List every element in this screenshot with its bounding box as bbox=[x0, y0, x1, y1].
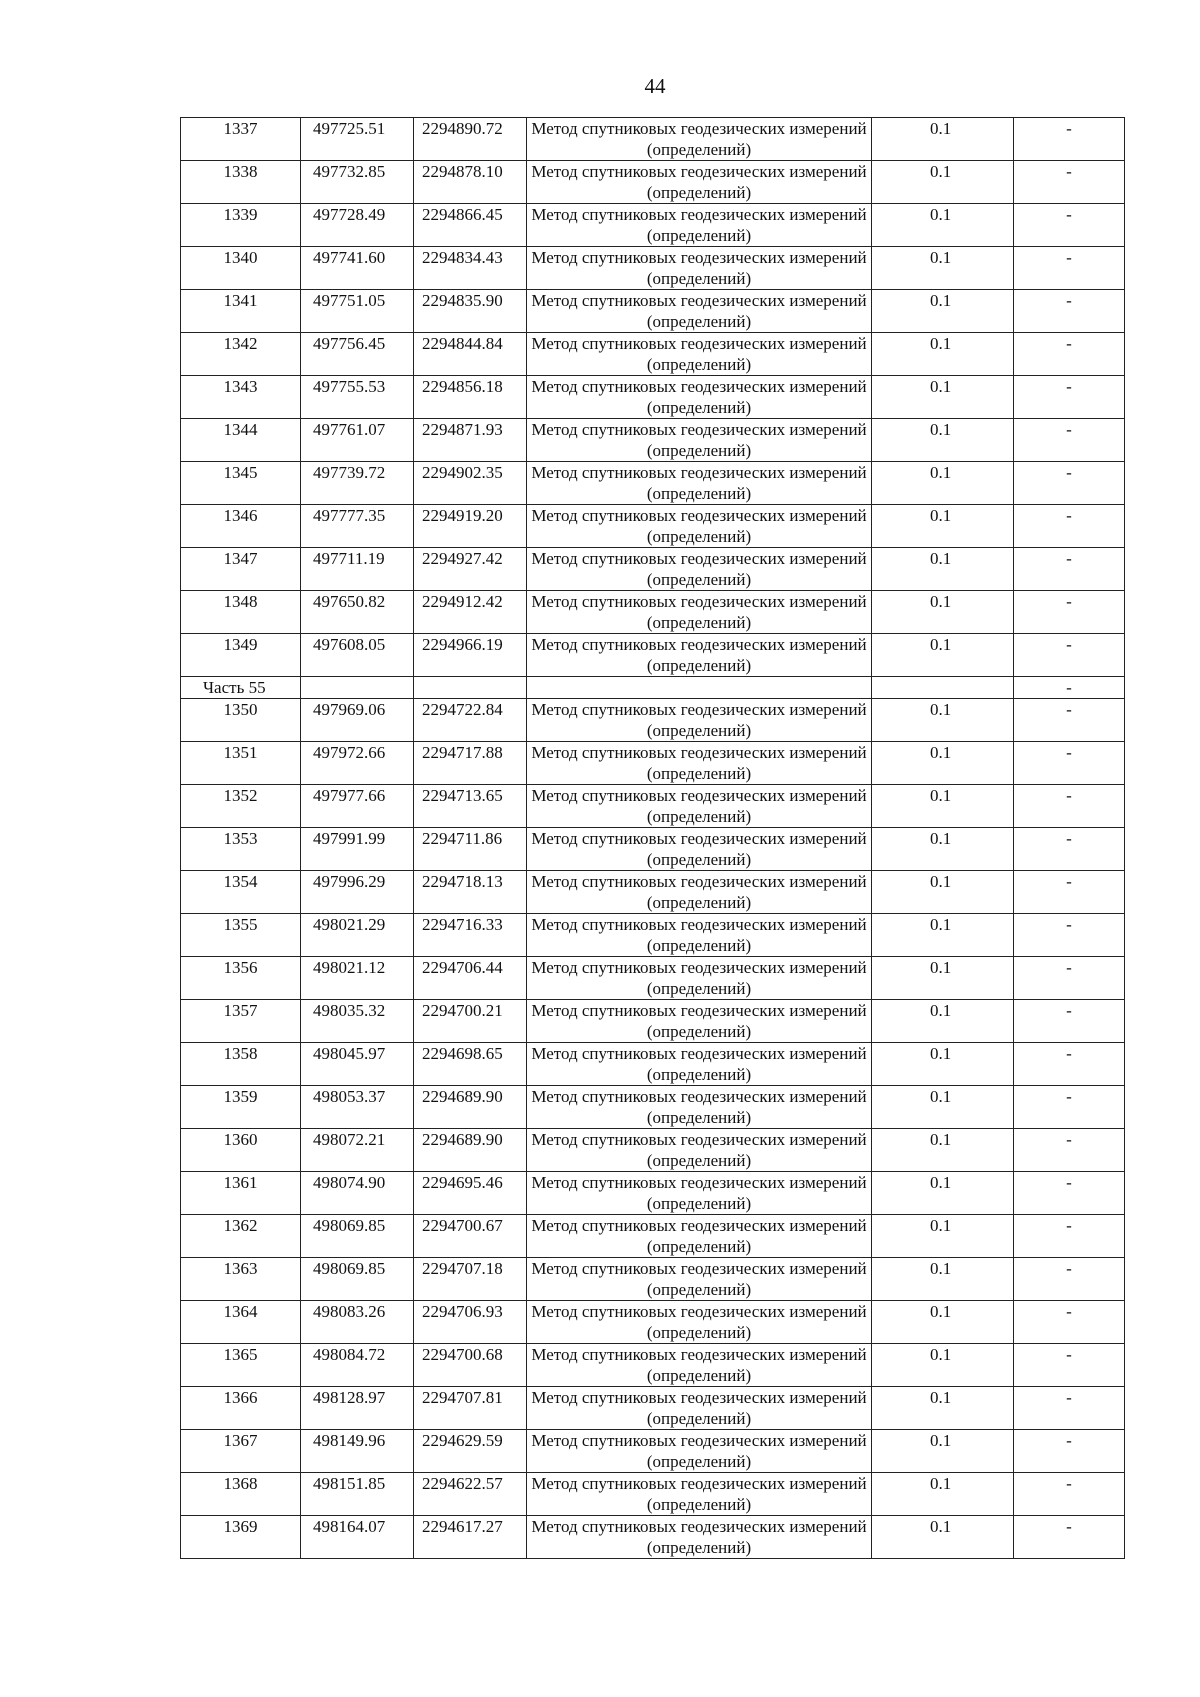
point-number-cell: 1337 bbox=[181, 118, 301, 161]
method-cell: Метод спутниковых геодезических измерений (определений) bbox=[527, 290, 872, 333]
accuracy-cell: 0.1 bbox=[872, 290, 1014, 333]
method-cell: Метод спутниковых геодезических измерений (определений) bbox=[527, 1430, 872, 1473]
table-row bbox=[181, 161, 1125, 204]
table-row bbox=[181, 742, 1125, 785]
section-row bbox=[181, 677, 1125, 699]
y-coordinate-cell: 2294722.84 bbox=[414, 699, 527, 742]
point-number-cell: 1363 bbox=[181, 1258, 301, 1301]
note-cell: - bbox=[1014, 462, 1125, 505]
point-number-cell: 1341 bbox=[181, 290, 301, 333]
note-cell: - bbox=[1014, 333, 1125, 376]
table-row bbox=[181, 1301, 1125, 1344]
accuracy-cell: 0.1 bbox=[872, 1129, 1014, 1172]
method-cell: Метод спутниковых геодезических измерений (определений) bbox=[527, 699, 872, 742]
x-coordinate-cell: 498074.90 bbox=[301, 1172, 414, 1215]
note-cell: - bbox=[1014, 118, 1125, 161]
note-cell: - bbox=[1014, 1000, 1125, 1043]
point-number-cell: 1359 bbox=[181, 1086, 301, 1129]
method-cell: Метод спутниковых геодезических измерений (определений) bbox=[527, 1172, 872, 1215]
y-coordinate-cell: 2294706.44 bbox=[414, 957, 527, 1000]
note-cell: - bbox=[1014, 548, 1125, 591]
x-coordinate-cell: 497732.85 bbox=[301, 161, 414, 204]
y-coordinate-cell: 2294700.67 bbox=[414, 1215, 527, 1258]
method-cell: Метод спутниковых геодезических измерений (определений) bbox=[527, 634, 872, 677]
table-row bbox=[181, 871, 1125, 914]
note-cell: - bbox=[1014, 677, 1125, 699]
x-coordinate-cell: 497728.49 bbox=[301, 204, 414, 247]
method-cell: Метод спутниковых геодезических измерений (определений) bbox=[527, 462, 872, 505]
y-coordinate-cell: 2294707.18 bbox=[414, 1258, 527, 1301]
point-number-cell: 1367 bbox=[181, 1430, 301, 1473]
method-cell: Метод спутниковых геодезических измерений (определений) bbox=[527, 914, 872, 957]
y-coordinate-cell: 2294966.19 bbox=[414, 634, 527, 677]
empty-cell bbox=[527, 677, 872, 699]
note-cell: - bbox=[1014, 204, 1125, 247]
method-cell: Метод спутниковых геодезических измерений (определений) bbox=[527, 742, 872, 785]
y-coordinate-cell: 2294871.93 bbox=[414, 419, 527, 462]
x-coordinate-cell: 498021.12 bbox=[301, 957, 414, 1000]
point-number-cell: 1344 bbox=[181, 419, 301, 462]
x-coordinate-cell: 497996.29 bbox=[301, 871, 414, 914]
note-cell: - bbox=[1014, 505, 1125, 548]
table-row bbox=[181, 419, 1125, 462]
table-row bbox=[181, 1258, 1125, 1301]
y-coordinate-cell: 2294711.86 bbox=[414, 828, 527, 871]
method-cell: Метод спутниковых геодезических измерений (определений) bbox=[527, 419, 872, 462]
note-cell: - bbox=[1014, 1172, 1125, 1215]
note-cell: - bbox=[1014, 914, 1125, 957]
note-cell: - bbox=[1014, 1473, 1125, 1516]
note-cell: - bbox=[1014, 376, 1125, 419]
table-row bbox=[181, 548, 1125, 591]
x-coordinate-cell: 498072.21 bbox=[301, 1129, 414, 1172]
note-cell: - bbox=[1014, 742, 1125, 785]
point-number-cell: 1364 bbox=[181, 1301, 301, 1344]
y-coordinate-cell: 2294902.35 bbox=[414, 462, 527, 505]
note-cell: - bbox=[1014, 591, 1125, 634]
point-number-cell: 1343 bbox=[181, 376, 301, 419]
accuracy-cell: 0.1 bbox=[872, 1516, 1014, 1559]
method-cell: Метод спутниковых геодезических измерений (определений) bbox=[527, 161, 872, 204]
x-coordinate-cell: 497751.05 bbox=[301, 290, 414, 333]
x-coordinate-cell: 498053.37 bbox=[301, 1086, 414, 1129]
x-coordinate-cell: 498084.72 bbox=[301, 1344, 414, 1387]
accuracy-cell: 0.1 bbox=[872, 247, 1014, 290]
y-coordinate-cell: 2294927.42 bbox=[414, 548, 527, 591]
x-coordinate-cell: 498035.32 bbox=[301, 1000, 414, 1043]
accuracy-cell: 0.1 bbox=[872, 1086, 1014, 1129]
method-cell: Метод спутниковых геодезических измерений (определений) bbox=[527, 548, 872, 591]
note-cell: - bbox=[1014, 871, 1125, 914]
x-coordinate-cell: 498164.07 bbox=[301, 1516, 414, 1559]
method-cell: Метод спутниковых геодезических измерений (определений) bbox=[527, 1516, 872, 1559]
point-number-cell: 1338 bbox=[181, 161, 301, 204]
method-cell: Метод спутниковых геодезических измерений (определений) bbox=[527, 957, 872, 1000]
point-number-cell: 1356 bbox=[181, 957, 301, 1000]
point-number-cell: 1360 bbox=[181, 1129, 301, 1172]
empty-cell bbox=[872, 677, 1014, 699]
accuracy-cell: 0.1 bbox=[872, 1473, 1014, 1516]
x-coordinate-cell: 497725.51 bbox=[301, 118, 414, 161]
accuracy-cell: 0.1 bbox=[872, 1344, 1014, 1387]
table-row bbox=[181, 505, 1125, 548]
x-coordinate-cell: 498021.29 bbox=[301, 914, 414, 957]
y-coordinate-cell: 2294844.84 bbox=[414, 333, 527, 376]
table-row bbox=[181, 634, 1125, 677]
table-row bbox=[181, 785, 1125, 828]
y-coordinate-cell: 2294717.88 bbox=[414, 742, 527, 785]
point-number-cell: 1350 bbox=[181, 699, 301, 742]
accuracy-cell: 0.1 bbox=[872, 376, 1014, 419]
y-coordinate-cell: 2294866.45 bbox=[414, 204, 527, 247]
table-row bbox=[181, 1215, 1125, 1258]
x-coordinate-cell: 497761.07 bbox=[301, 419, 414, 462]
table-row bbox=[181, 1516, 1125, 1559]
empty-cell bbox=[414, 677, 527, 699]
method-cell: Метод спутниковых геодезических измерений (определений) bbox=[527, 247, 872, 290]
accuracy-cell: 0.1 bbox=[872, 957, 1014, 1000]
coordinates-table-body bbox=[181, 118, 1125, 1559]
x-coordinate-cell: 497991.99 bbox=[301, 828, 414, 871]
table-row bbox=[181, 1086, 1125, 1129]
method-cell: Метод спутниковых геодезических измерений (определений) bbox=[527, 1387, 872, 1430]
table-row bbox=[181, 204, 1125, 247]
accuracy-cell: 0.1 bbox=[872, 1172, 1014, 1215]
x-coordinate-cell: 497755.53 bbox=[301, 376, 414, 419]
method-cell: Метод спутниковых геодезических измерений (определений) bbox=[527, 1000, 872, 1043]
table-row bbox=[181, 699, 1125, 742]
point-number-cell: 1353 bbox=[181, 828, 301, 871]
y-coordinate-cell: 2294890.72 bbox=[414, 118, 527, 161]
method-cell: Метод спутниковых геодезических измерений (определений) bbox=[527, 204, 872, 247]
page-number: 44 bbox=[644, 74, 666, 98]
x-coordinate-cell: 498128.97 bbox=[301, 1387, 414, 1430]
y-coordinate-cell: 2294689.90 bbox=[414, 1086, 527, 1129]
x-coordinate-cell: 498045.97 bbox=[301, 1043, 414, 1086]
y-coordinate-cell: 2294707.81 bbox=[414, 1387, 527, 1430]
accuracy-cell: 0.1 bbox=[872, 591, 1014, 634]
method-cell: Метод спутниковых геодезических измерений (определений) bbox=[527, 1301, 872, 1344]
note-cell: - bbox=[1014, 1301, 1125, 1344]
method-cell: Метод спутниковых геодезических измерений (определений) bbox=[527, 1215, 872, 1258]
accuracy-cell: 0.1 bbox=[872, 1387, 1014, 1430]
point-number-cell: 1351 bbox=[181, 742, 301, 785]
point-number-cell: 1368 bbox=[181, 1473, 301, 1516]
x-coordinate-cell: 497741.60 bbox=[301, 247, 414, 290]
table-row bbox=[181, 1344, 1125, 1387]
method-cell: Метод спутниковых геодезических измерений (определений) bbox=[527, 1473, 872, 1516]
table-row bbox=[181, 1000, 1125, 1043]
y-coordinate-cell: 2294718.13 bbox=[414, 871, 527, 914]
point-number-cell: 1347 bbox=[181, 548, 301, 591]
table-row bbox=[181, 376, 1125, 419]
note-cell: - bbox=[1014, 785, 1125, 828]
table-row bbox=[181, 591, 1125, 634]
x-coordinate-cell: 497711.19 bbox=[301, 548, 414, 591]
accuracy-cell: 0.1 bbox=[872, 505, 1014, 548]
table-row bbox=[181, 1430, 1125, 1473]
method-cell: Метод спутниковых геодезических измерений (определений) bbox=[527, 871, 872, 914]
accuracy-cell: 0.1 bbox=[872, 1301, 1014, 1344]
method-cell: Метод спутниковых геодезических измерений (определений) bbox=[527, 828, 872, 871]
accuracy-cell: 0.1 bbox=[872, 204, 1014, 247]
table-row bbox=[181, 462, 1125, 505]
accuracy-cell: 0.1 bbox=[872, 699, 1014, 742]
note-cell: - bbox=[1014, 247, 1125, 290]
accuracy-cell: 0.1 bbox=[872, 1258, 1014, 1301]
table-row bbox=[181, 828, 1125, 871]
point-number-cell: 1339 bbox=[181, 204, 301, 247]
accuracy-cell: 0.1 bbox=[872, 914, 1014, 957]
method-cell: Метод спутниковых геодезических измерений (определений) bbox=[527, 118, 872, 161]
point-number-cell: 1362 bbox=[181, 1215, 301, 1258]
method-cell: Метод спутниковых геодезических измерений (определений) bbox=[527, 333, 872, 376]
x-coordinate-cell: 497650.82 bbox=[301, 591, 414, 634]
note-cell: - bbox=[1014, 1043, 1125, 1086]
method-cell: Метод спутниковых геодезических измерений (определений) bbox=[527, 376, 872, 419]
table-row bbox=[181, 118, 1125, 161]
method-cell: Метод спутниковых геодезических измерений (определений) bbox=[527, 1129, 872, 1172]
point-number-cell: 1340 bbox=[181, 247, 301, 290]
point-number-cell: 1361 bbox=[181, 1172, 301, 1215]
table-row bbox=[181, 290, 1125, 333]
x-coordinate-cell: 497977.66 bbox=[301, 785, 414, 828]
section-label: Часть 55 bbox=[181, 677, 301, 699]
y-coordinate-cell: 2294700.21 bbox=[414, 1000, 527, 1043]
accuracy-cell: 0.1 bbox=[872, 419, 1014, 462]
method-cell: Метод спутниковых геодезических измерений (определений) bbox=[527, 1043, 872, 1086]
x-coordinate-cell: 498149.96 bbox=[301, 1430, 414, 1473]
method-cell: Метод спутниковых геодезических измерений (определений) bbox=[527, 505, 872, 548]
empty-cell bbox=[301, 677, 414, 699]
point-number-cell: 1366 bbox=[181, 1387, 301, 1430]
y-coordinate-cell: 2294834.43 bbox=[414, 247, 527, 290]
accuracy-cell: 0.1 bbox=[872, 828, 1014, 871]
y-coordinate-cell: 2294835.90 bbox=[414, 290, 527, 333]
accuracy-cell: 0.1 bbox=[872, 118, 1014, 161]
method-cell: Метод спутниковых геодезических измерений (определений) bbox=[527, 591, 872, 634]
table-row bbox=[181, 247, 1125, 290]
point-number-cell: 1349 bbox=[181, 634, 301, 677]
y-coordinate-cell: 2294622.57 bbox=[414, 1473, 527, 1516]
point-number-cell: 1348 bbox=[181, 591, 301, 634]
y-coordinate-cell: 2294700.68 bbox=[414, 1344, 527, 1387]
y-coordinate-cell: 2294617.27 bbox=[414, 1516, 527, 1559]
note-cell: - bbox=[1014, 1258, 1125, 1301]
accuracy-cell: 0.1 bbox=[872, 1000, 1014, 1043]
note-cell: - bbox=[1014, 1129, 1125, 1172]
x-coordinate-cell: 497777.35 bbox=[301, 505, 414, 548]
note-cell: - bbox=[1014, 1387, 1125, 1430]
x-coordinate-cell: 498151.85 bbox=[301, 1473, 414, 1516]
y-coordinate-cell: 2294912.42 bbox=[414, 591, 527, 634]
accuracy-cell: 0.1 bbox=[872, 742, 1014, 785]
accuracy-cell: 0.1 bbox=[872, 1430, 1014, 1473]
method-cell: Метод спутниковых геодезических измерений (определений) bbox=[527, 1344, 872, 1387]
accuracy-cell: 0.1 bbox=[872, 548, 1014, 591]
note-cell: - bbox=[1014, 1344, 1125, 1387]
x-coordinate-cell: 498069.85 bbox=[301, 1258, 414, 1301]
point-number-cell: 1342 bbox=[181, 333, 301, 376]
y-coordinate-cell: 2294629.59 bbox=[414, 1430, 527, 1473]
note-cell: - bbox=[1014, 419, 1125, 462]
point-number-cell: 1345 bbox=[181, 462, 301, 505]
x-coordinate-cell: 497739.72 bbox=[301, 462, 414, 505]
x-coordinate-cell: 497972.66 bbox=[301, 742, 414, 785]
y-coordinate-cell: 2294878.10 bbox=[414, 161, 527, 204]
method-cell: Метод спутниковых геодезических измерений (определений) bbox=[527, 1258, 872, 1301]
x-coordinate-cell: 498069.85 bbox=[301, 1215, 414, 1258]
table-row bbox=[181, 957, 1125, 1000]
accuracy-cell: 0.1 bbox=[872, 462, 1014, 505]
y-coordinate-cell: 2294919.20 bbox=[414, 505, 527, 548]
y-coordinate-cell: 2294698.65 bbox=[414, 1043, 527, 1086]
accuracy-cell: 0.1 bbox=[872, 1215, 1014, 1258]
x-coordinate-cell: 498083.26 bbox=[301, 1301, 414, 1344]
note-cell: - bbox=[1014, 290, 1125, 333]
table-row bbox=[181, 1387, 1125, 1430]
point-number-cell: 1358 bbox=[181, 1043, 301, 1086]
accuracy-cell: 0.1 bbox=[872, 634, 1014, 677]
point-number-cell: 1369 bbox=[181, 1516, 301, 1559]
note-cell: - bbox=[1014, 828, 1125, 871]
point-number-cell: 1354 bbox=[181, 871, 301, 914]
table-row bbox=[181, 914, 1125, 957]
y-coordinate-cell: 2294716.33 bbox=[414, 914, 527, 957]
table-row bbox=[181, 1473, 1125, 1516]
method-cell: Метод спутниковых геодезических измерений (определений) bbox=[527, 785, 872, 828]
x-coordinate-cell: 497969.06 bbox=[301, 699, 414, 742]
table-row bbox=[181, 1172, 1125, 1215]
y-coordinate-cell: 2294695.46 bbox=[414, 1172, 527, 1215]
table-row bbox=[181, 1043, 1125, 1086]
x-coordinate-cell: 497608.05 bbox=[301, 634, 414, 677]
point-number-cell: 1357 bbox=[181, 1000, 301, 1043]
accuracy-cell: 0.1 bbox=[872, 785, 1014, 828]
method-cell: Метод спутниковых геодезических измерений (определений) bbox=[527, 1086, 872, 1129]
note-cell: - bbox=[1014, 1215, 1125, 1258]
accuracy-cell: 0.1 bbox=[872, 1043, 1014, 1086]
point-number-cell: 1352 bbox=[181, 785, 301, 828]
accuracy-cell: 0.1 bbox=[872, 161, 1014, 204]
note-cell: - bbox=[1014, 1086, 1125, 1129]
point-number-cell: 1365 bbox=[181, 1344, 301, 1387]
point-number-cell: 1355 bbox=[181, 914, 301, 957]
note-cell: - bbox=[1014, 957, 1125, 1000]
note-cell: - bbox=[1014, 1516, 1125, 1559]
y-coordinate-cell: 2294856.18 bbox=[414, 376, 527, 419]
y-coordinate-cell: 2294706.93 bbox=[414, 1301, 527, 1344]
accuracy-cell: 0.1 bbox=[872, 333, 1014, 376]
x-coordinate-cell: 497756.45 bbox=[301, 333, 414, 376]
y-coordinate-cell: 2294713.65 bbox=[414, 785, 527, 828]
coordinates-table bbox=[180, 117, 1125, 1559]
table-row bbox=[181, 333, 1125, 376]
note-cell: - bbox=[1014, 1430, 1125, 1473]
accuracy-cell: 0.1 bbox=[872, 871, 1014, 914]
note-cell: - bbox=[1014, 634, 1125, 677]
y-coordinate-cell: 2294689.90 bbox=[414, 1129, 527, 1172]
table-row bbox=[181, 1129, 1125, 1172]
point-number-cell: 1346 bbox=[181, 505, 301, 548]
note-cell: - bbox=[1014, 699, 1125, 742]
note-cell: - bbox=[1014, 161, 1125, 204]
